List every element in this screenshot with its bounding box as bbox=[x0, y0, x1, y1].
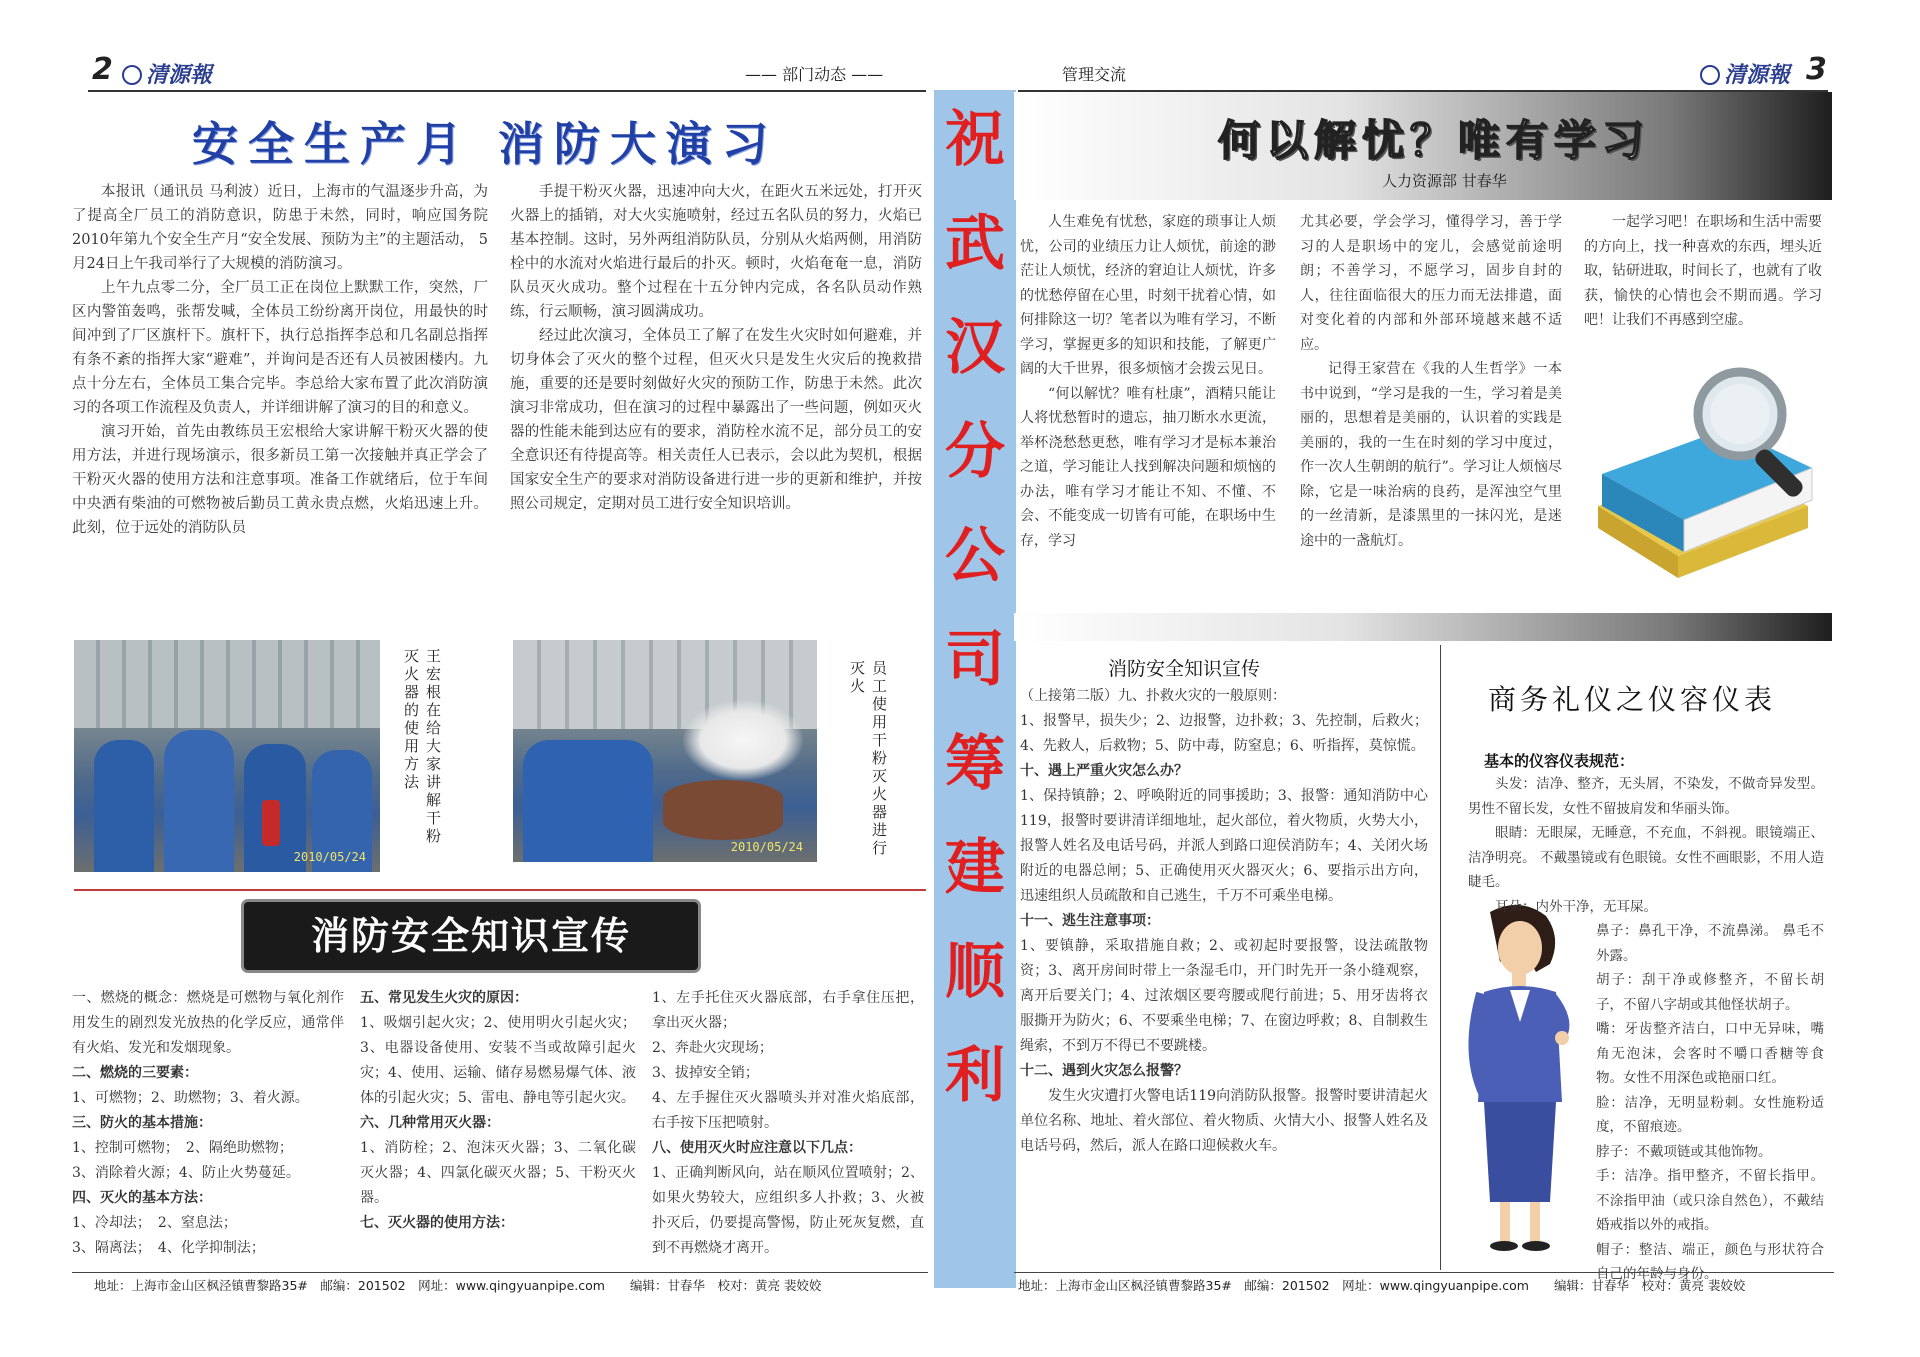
newspaper-logo-left bbox=[122, 58, 212, 89]
banner-char: 武 bbox=[945, 209, 1005, 279]
etiquette-item: 耳朵：内外干净，无耳屎。 bbox=[1495, 898, 1657, 915]
fire-item: 五、常见发生火灾的原因： bbox=[360, 990, 528, 1006]
photo1-caption: 王宏根在给大家讲解干粉灭火器的使用方法 bbox=[402, 648, 442, 846]
etiquette-item: 鼻子：鼻孔干净，不流鼻涕。 鼻毛不外露。 bbox=[1596, 923, 1824, 964]
study-col2 bbox=[1300, 210, 1562, 608]
fire-item: 1、可燃物；2、助燃物；3、着火源。 bbox=[72, 1090, 309, 1106]
article-paragraph: 本报讯（通讯员 马利波）近日，上海市的气温逐步升高，为了提高全厂员工的消防意识，防患于未然，同时，响应国务院2010年第九个安全生产月“安全发展、预防为主”的主题活动， 5月24日上午我司举行了大规模的消防演习。 bbox=[72, 184, 488, 272]
fire-item: 1、消防栓；2、泡沫灭火器；3、二氧化碳灭火器；4、四氯化碳灭火器；5、干粉灭火器。 bbox=[360, 1140, 636, 1206]
fire-item: 2、奔赴火灾现场； bbox=[652, 1040, 773, 1056]
fire-item: 四、灭火的基本方法： bbox=[72, 1190, 212, 1206]
article-paragraph: 经过此次演习，全体员工了解了在发生火灾时如何避难，并切身体会了灭火的整个过程，但灭火只是发生火灾后的挽救措施，重要的还是要时刻做好火灾的预防工作，防患于未然。此次演习非常成功，但在演习的过程中暴露出了一些问题，例如灭火器的性能未能到达应有的要求，消防栓水流不足，部分员工的安全意识还有待提高等。相关责任人已表示，会以此为契机，根据国家安全生产的要求对消防设备进行进一步的更新和维护，并按照公司规定，定期对员工进行安全知识培训。 bbox=[510, 328, 922, 512]
congratulation-banner bbox=[934, 90, 1016, 1288]
fire-safety-banner bbox=[244, 902, 698, 970]
logo-text: 清源報 bbox=[1724, 62, 1791, 88]
books-magnifier-icon bbox=[1588, 356, 1824, 606]
divider-bar bbox=[1014, 613, 1832, 641]
article-paragraph: 手提干粉灭火器，迅速冲向大火，在距火五米远处，打开灭火器上的插销，对大火实施喷射，经过五名队员的努力，火焰已基本控制。这时，另外两组消防队员，分别从火焰两侧，用消防栓中的水流对火焰进行最后的扑灭。顿时，火焰奄奄一息，消防队员灭火成功。整个过程在十五分钟内完成，各名队员动作熟练，行云顺畅，演习圆满成功。 bbox=[510, 184, 922, 320]
fire-item: 1、左手托住灭火器底部，右手拿住压把，拿出灭火器； bbox=[652, 990, 924, 1031]
fire-safety-banner-text: 消防安全知识宣传 bbox=[310, 914, 631, 958]
fire-item: 4、左手握住灭火器喷头并对准火焰底部，右手按下压把喷射。 bbox=[652, 1090, 924, 1131]
fire-item: 一、燃烧的概念：燃烧是可燃物与氧化剂作用发生的剧烈发光放热的化学反应，通常伴有火焰、发光和发烟现象。 bbox=[72, 990, 344, 1056]
section-label-right: 管理交流 bbox=[1062, 65, 1127, 84]
etiquette-list bbox=[1468, 772, 1824, 1282]
fire-item: 八、使用灭火时应注意以下几点： bbox=[652, 1140, 862, 1156]
study-paragraph: 尤其必要，学会学习，懂得学习，善于学习的人是职场中的宠儿，会感觉前途明朗；不善学习，不愿学习，固步自封的人，往往面临很大的压力而无法排遣，面对变化着的内部和外部环境越来越不适应。 bbox=[1300, 214, 1562, 353]
etiquette-item: 嘴：牙齿整齐洁白，口中无异味，嘴角无泡沫，会客时不嚼口香糖等食物。女性不用深色或艳丽口红。 bbox=[1596, 1021, 1824, 1086]
etiquette-subtitle: 基本的仪容仪表规范： bbox=[1484, 752, 1635, 770]
banner-char: 建 bbox=[945, 833, 1005, 903]
fire-item: 1、正确判断风向，站在顺风位置喷射；2、如果火势较大，应组织多人扑救；3、火被扑灭后，仍要提高警惕，防止死灰复燃，直到不再燃烧才离开。 bbox=[652, 1165, 924, 1256]
fire2-title: 消防安全知识宣传 bbox=[1108, 658, 1261, 680]
banner-char: 祝 bbox=[945, 105, 1005, 175]
etiquette-item: 帽子：整洁、端正，颜色与形状符合自己的年龄与身份。 bbox=[1596, 1241, 1824, 1282]
fire-item: 1、冷却法； 2、窒息法； bbox=[72, 1215, 237, 1231]
etiquette-item: 脸：洁净，无明显粉刺。女性施粉适度，不留痕迹。 bbox=[1596, 1094, 1824, 1135]
fire-knowledge-col2 bbox=[360, 986, 636, 1268]
fire-item: 3、消除着火源；4、防止火势蔓延。 bbox=[72, 1165, 300, 1181]
fire-item: 1、吸烟引起火灾；2、使用明火引起火灾；3、电器设备使用、安装不当或故障引起火灾；4、使用、运输、储存易燃易爆气体、液体的引起火灾；5、雷电、静电等引起火灾。 bbox=[360, 1015, 636, 1106]
headline-left: 安全生产月 消防大演习 bbox=[192, 117, 779, 171]
fire2-item: （上接第二版）九、扑救火灾的一般原则： bbox=[1020, 688, 1286, 704]
fire-item: 六、几种常用灭火器： bbox=[360, 1115, 500, 1131]
fire2-item: 十一、逃生注意事项： bbox=[1020, 913, 1160, 929]
fire-item: 七、灭火器的使用方法： bbox=[360, 1215, 514, 1231]
page-number-right: 3 bbox=[1806, 52, 1827, 87]
banner-char: 筹 bbox=[945, 729, 1005, 799]
fire2-item: 1、报警早，损失少；2、边报警，边扑救；3、先控制，后救火；4、先救人，后救物；5、防中毒，防窒息；6、听指挥，莫惊慌。 bbox=[1020, 713, 1428, 754]
banner-char: 公 bbox=[945, 521, 1005, 591]
article-col1 bbox=[72, 180, 488, 624]
newspaper-logo-right bbox=[1700, 58, 1790, 89]
article-col2 bbox=[510, 180, 922, 624]
logo-text: 清源報 bbox=[146, 62, 213, 88]
fire-item: 3、隔离法； 4、化学抑制法； bbox=[72, 1240, 265, 1256]
fire-knowledge-col3 bbox=[652, 986, 924, 1268]
banner-char: 分 bbox=[945, 417, 1005, 487]
article-paragraph: 演习开始，首先由教练员王宏根给大家讲解干粉灭火器的使用方法，并进行现场演示，很多新员工第一次接触并真正学会了干粉灭火器的使用方法和注意事项。准备工作就绪后，位于车间中央洒有柴油的可燃物被后勤员工黄永贵点燃，火焰迅速上升。此刻，位于远处的消防队员 bbox=[72, 424, 488, 536]
photo2-caption: 员工使用干粉灭火器进行灭火 bbox=[848, 660, 888, 858]
fire-item: 三、防火的基本措施： bbox=[72, 1115, 212, 1131]
fire-knowledge-col1 bbox=[72, 986, 344, 1268]
banner-char: 顺 bbox=[945, 937, 1005, 1007]
fire-item: 二、燃烧的三要素： bbox=[72, 1065, 198, 1081]
study-col1 bbox=[1020, 210, 1276, 608]
etiquette-item: 胡子：刮干净或修整齐，不留长胡子，不留八字胡或其他怪状胡子。 bbox=[1596, 972, 1824, 1013]
banner-char: 司 bbox=[945, 625, 1005, 695]
study-paragraph: 一起学习吧！在职场和生活中需要的方向上，找一种喜欢的东西，埋头近取，钻研进取，时间长了，也就有了收获，愉快的心情也会不期而遇。学习吧！让我们不再感到空虚。 bbox=[1584, 214, 1822, 328]
article-paragraph: 上午九点零二分，全厂员工正在岗位上默默工作，突然，厂区内警笛轰鸣，张帮发喊，全体员工纷纷离开岗位，用最快的时间冲到了厂区旗杆下。旗杆下，执行总指挥李总和几名副总指挥有条不紊的指挥大家“避难”，并询问是否还有人员被困楼内。九点十分左右，全体员工集合完毕。李总给大家布置了此次消防演习的各项工作流程及负责人，并详细讲解了演习的目的和意义。 bbox=[72, 280, 488, 416]
photo-fire-drill bbox=[513, 640, 817, 862]
etiquette-item: 手：洁净。指甲整齐，不留长指甲。不涂指甲油（或只涂自然色），不戴结婚戒指以外的戒指。 bbox=[1596, 1168, 1824, 1233]
fire2-item: 十二、遇到火灾怎么报警？ bbox=[1020, 1063, 1188, 1079]
section-label-left: —— 部门动态 —— bbox=[745, 65, 884, 84]
headline-right: 何以解忧？唯有学习 bbox=[1218, 116, 1651, 165]
logo-emblem-icon bbox=[1700, 65, 1720, 85]
fire-item: 1、控制可燃物； 2、隔绝助燃物； bbox=[72, 1140, 293, 1156]
etiquette-item: 眼睛：无眼屎，无睡意，不充血，不斜视。眼镜端正、洁净明亮。 不戴墨镜或有色眼镜。女性不画眼影，不用人造睫毛。 bbox=[1468, 825, 1824, 890]
etiquette-title: 商务礼仪之仪容仪表 bbox=[1488, 683, 1777, 716]
page-number-left: 2 bbox=[92, 52, 113, 87]
photo-date-stamp: 2010/05/24 bbox=[730, 840, 803, 854]
footer-left: 地址：上海市金山区枫泾镇曹黎路35# 邮编：201502 网址：www.qingyuanpipe.com 编辑：甘春华 校对：黄亮 裴姣姣 bbox=[94, 1278, 822, 1293]
fire2-body bbox=[1020, 684, 1428, 1268]
banner-char: 汉 bbox=[945, 313, 1005, 383]
logo-emblem-icon bbox=[122, 65, 142, 85]
study-paragraph: 记得王家营在《我的人生哲学》一本书中说到，“学习是我的一生，学习着是美丽的，思想着是美丽的，认识着的实践是美丽的，我的一生在时刻的学习中度过，作一次人生朝朗的航行”。学习让人烦恼尽除，它是一味治病的良药，是浑浊空气里的一丝清新，是漆黑里的一抹闪光，是迷途中的一盏航灯。 bbox=[1300, 361, 1562, 549]
fire2-item: 发生火灾遭打火警电话119向消防队报警。报警时要讲清起火单位名称、地址、着火部位、着火物质、火情大小、报警人姓名及电话号码，然后，派人在路口迎候救火车。 bbox=[1020, 1088, 1428, 1154]
study-paragraph: 人生难免有忧愁，家庭的琐事让人烦忧，公司的业绩压力让人烦忧，前途的渺茫让人烦忧，经济的窘迫让人烦忧，许多的忧愁停留在心里，时刻干扰着心情，如何排除这一切？笔者以为唯有学习，不断学习，掌握更多的知识和技能，了解更广阔的大千世界，很多烦恼才会拨云见日。 bbox=[1020, 214, 1276, 377]
footer-right: 地址：上海市金山区枫泾镇曹黎路35# 邮编：201502 网址：www.qingyuanpipe.com 编辑：甘春华 校对：黄亮 裴姣姣 bbox=[1018, 1278, 1746, 1293]
etiquette-item: 脖子：不戴项链或其他饰物。 bbox=[1596, 1143, 1772, 1160]
study-paragraph: “何以解忧？唯有杜康”，酒精只能让人将忧愁暂时的遗忘，抽刀断水水更流，举杯浇愁愁更愁，唯有学习才是标本兼治之道，学习能让人找到解决问题和烦恼的办法，唯有学习才能让不知、不懂、不会、不能变成一切皆有可能，在职场中生存，学习 bbox=[1020, 385, 1276, 549]
photo-fire-extinguisher-lecture bbox=[74, 640, 380, 872]
study-col3 bbox=[1584, 210, 1822, 340]
fire2-item: 1、保持镇静；2、呼唤附近的同事援助；3、报警：通知消防中心119，报警时要讲清详细地址，起火部位，着火物质，火势大小，报警人姓名及电话号码，并派人到路口迎侯消防车；4、关闭火场附近的电器总闸；5、正确使用灭火器灭火；6、要指示出方向，迅速组织人员疏散和自己逃生，千万不可乘坐电梯。 bbox=[1020, 788, 1428, 904]
etiquette-item: 头发：洁净、整齐，无头屑，不染发，不做奇异发型。男性不留长发，女性不留披肩发和华丽头饰。 bbox=[1468, 776, 1824, 817]
fire2-item: 1、要镇静，采取措施自救；2、或初起时要报警，设法疏散物资；3、离开房间时带上一条湿毛巾，开门时先开一条小缝观察，离开后要关门；4、过浓烟区要弯腰或爬行前进；5、用牙齿将衣服撕开为防火；6、不要乘坐电梯；7、在窗边呼救；8、自制救生绳索，不到万不得已不要跳楼。 bbox=[1020, 938, 1428, 1054]
photo-date-stamp: 2010/05/24 bbox=[293, 850, 366, 864]
banner-char: 利 bbox=[945, 1041, 1005, 1111]
fire2-item: 十、遇上严重火灾怎么办？ bbox=[1020, 763, 1188, 779]
byline: 人力资源部 甘春华 bbox=[1382, 172, 1507, 190]
fire-item: 3、拔掉安全销； bbox=[652, 1065, 759, 1081]
